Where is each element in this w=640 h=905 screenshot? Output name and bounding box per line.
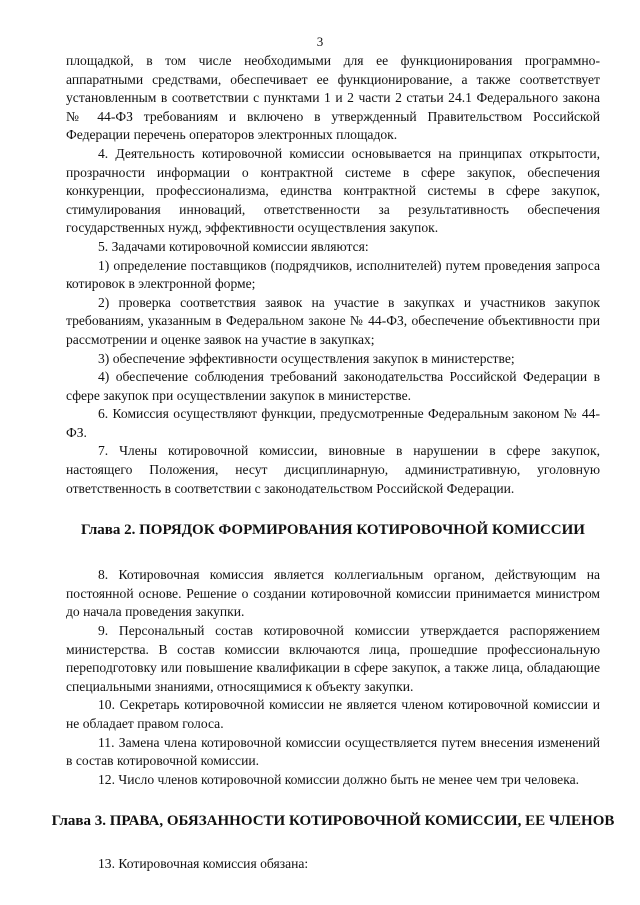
- page-number: 3: [316, 34, 324, 49]
- paragraph-12: 12. Число членов котировочной комиссии должно быть не менее чем три человека.: [98, 771, 580, 787]
- paragraph-8: 8. Котировочная комиссия является коллегиальным органом, действующим на постоянной основе. Решение о создании котировочной комиссии принимается министром до начала проведения закупки.: [66, 567, 600, 620]
- paragraph-13: 13. Котировочная комиссия обязана:: [98, 856, 309, 872]
- paragraph-9: 9. Персональный состав котировочной комиссии утверждается распоряжением министерства. В состав комиссии включаются лица, прошедшие профессиональную переподготовку или повышение квалификации в сфере закупок, а также лица, обладающие специальными знаниями, относящимися к объекту закупки.: [66, 623, 600, 694]
- paragraph-4: 4. Деятельность котировочной комиссии основывается на принципах открытости, прозрачности информации о контрактной системе в сфере закупок, обеспечения конкуренции, профессионализма, единства контрактной системы в сфере закупок, стимулирования инноваций, ответственности за результативность обеспечения государственных нужд, эффективности осуществления закупок.: [66, 145, 600, 236]
- paragraph-5-item-1: 1) определение поставщиков (подрядчиков, исполнителей) путем проведения запроса котировок в электронной форме;: [66, 257, 600, 292]
- paragraph-5: 5. Задачами котировочной комиссии являются:: [98, 238, 369, 254]
- paragraph-11: 11. Замена члена котировочной комиссии осуществляется путем внесения изменений в состав котировочной комиссии.: [66, 734, 600, 769]
- paragraph-7: 7. Члены котировочной комиссии, виновные в нарушении в сфере закупок, настоящего Положения, несут дисциплинарную, административную, уголовную ответственность в соответствии с законодательством Российской Федерации.: [66, 443, 600, 496]
- paragraph-3-continued: площадкой, в том числе необходимыми для ее функционирования программно-аппаратными средствами, обеспечивает ее функционирование, а также соответствует установленным в соответствии с пунктами 1 и 2 части 2 статьи 24.1 Федерального закона № 44-ФЗ требованиям и включено в утвержденный Правительством Российской Федерации перечень операторов электронных площадок.: [66, 53, 600, 143]
- paragraph-5-item-2: 2) проверка соответствия заявок на участие в закупках и участников закупок требованиям, указанным в Федеральном законе № 44-ФЗ, обеспечение объективности при рассмотрении и оценке заявок на участие в закупках;: [66, 294, 600, 347]
- paragraph-5-item-3: 3) обеспечение эффективности осуществления закупок в министерстве;: [98, 350, 515, 366]
- document-body: [51, 52, 615, 874]
- chapter-3-heading: Глава 3. ПРАВА, ОБЯЗАННОСТИ КОТИРОВОЧНОЙ КОМИССИИ, ЕЕ ЧЛЕНОВ: [51, 813, 615, 830]
- paragraph-5-item-4: 4) обеспечение соблюдения требований законодательства Российской Федерации в сфере закупок при осуществлении закупок в министерстве.: [66, 369, 600, 403]
- paragraph-6: 6. Комиссия осуществляют функции, предусмотренные Федеральным законом № 44-ФЗ.: [66, 406, 600, 440]
- chapter-2-heading: Глава 2. ПОРЯДОК ФОРМИРОВАНИЯ КОТИРОВОЧНОЙ КОМИССИИ: [81, 522, 585, 539]
- paragraph-10: 10. Секретарь котировочной комиссии не является членом котировочной комиссии и не обладает правом голоса.: [66, 697, 600, 731]
